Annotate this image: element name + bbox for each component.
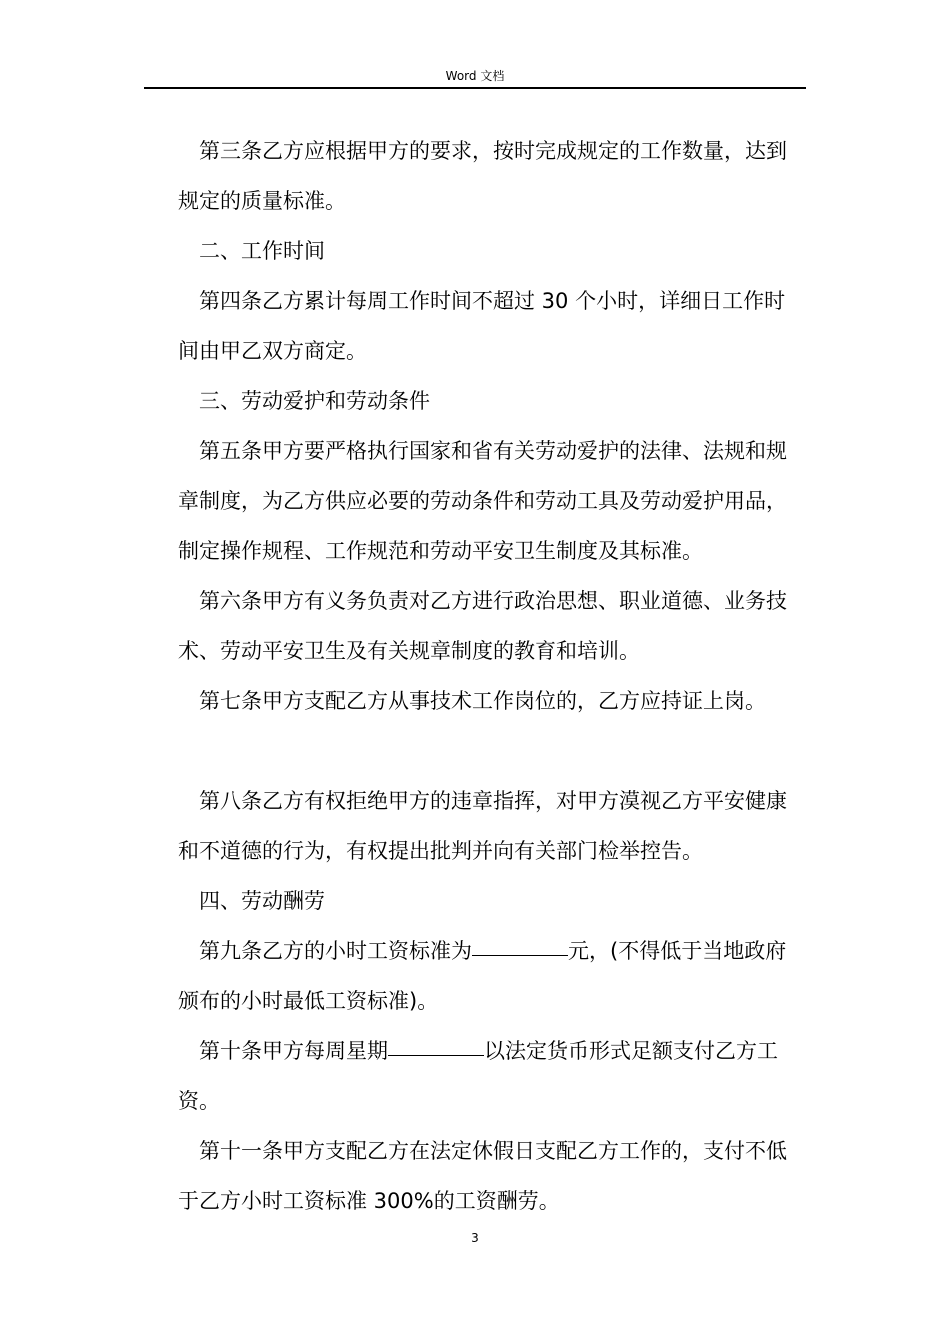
clause-9-paragraph: [178, 926, 806, 1026]
section-heading-remuneration: 四、劳动酬劳: [199, 889, 325, 913]
clause-9-text-before: 第九条乙方的小时工资标准为: [199, 939, 472, 963]
header-divider: [144, 87, 806, 89]
section-heading-work-time: 二、工作时间: [199, 239, 325, 263]
clause-10-text-before: 第十条甲方每周星期: [199, 1039, 388, 1063]
page-header: Word 文档: [445, 69, 505, 83]
clause-10-text-after: 以法定货币形式足额支付乙方工资。: [178, 1039, 778, 1113]
clause-10-paragraph: [178, 1026, 806, 1126]
section-heading-labor-protection: 三、劳动爱护和劳动条件: [199, 389, 430, 413]
clause-5-paragraph: 第五条甲方要严格执行国家和省有关劳动爱护的法律、法规和规章制度，为乙方供应必要的劳动条件和劳动工具及劳动爱护用品，制定操作规程、工作规范和劳动平安卫生制度及其标准。: [178, 439, 787, 563]
clause-3-paragraph: 第三条乙方应根据甲方的要求，按时完成规定的工作数量，达到规定的质量标准。: [178, 139, 787, 213]
page-number: 3: [471, 1231, 479, 1245]
hourly-wage-blank: [472, 955, 568, 956]
clause-7-paragraph: 第七条甲方支配乙方从事技术工作岗位的，乙方应持证上岗。: [199, 689, 766, 713]
clause-4-paragraph: 第四条乙方累计每周工作时间不超过 30 个小时，详细日工作时间由甲乙双方商定。: [178, 289, 786, 363]
clause-6-paragraph: 第六条甲方有义务负责对乙方进行政治思想、职业道德、业务技术、劳动平安卫生及有关规章制度的教育和培训。: [178, 589, 787, 663]
clause-9-text-after: 元，(不得低于当地政府颁布的小时最低工资标准)。: [178, 939, 787, 1013]
clause-11-paragraph: 第十一条甲方支配乙方在法定休假日支配乙方工作的，支付不低于乙方小时工资标准 300%的工资酬劳。: [178, 1139, 787, 1213]
payday-blank: [388, 1055, 484, 1056]
clause-8-paragraph: 第八条乙方有权拒绝甲方的违章指挥，对甲方漠视乙方平安健康和不道德的行为，有权提出批判并向有关部门检举控告。: [178, 789, 787, 863]
document-body: [178, 126, 806, 1226]
